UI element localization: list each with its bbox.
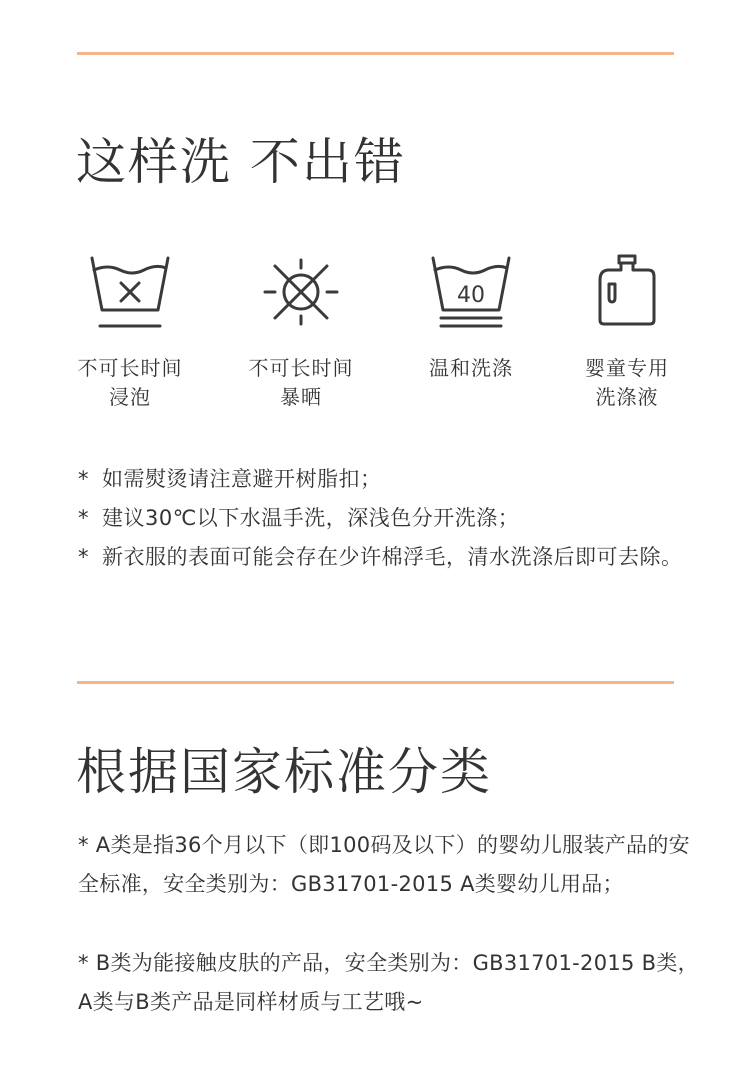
wash-temperature: 40	[457, 283, 485, 308]
care-item-no-sun	[216, 254, 386, 412]
care-item-gentle-wash	[386, 254, 556, 383]
wash-note: * 新衣服的表面可能会存在少许棉浮毛，清水洗涤后即可去除。	[78, 545, 683, 569]
wash-40-icon	[429, 254, 513, 330]
care-item-no-soak	[45, 254, 215, 412]
wash-note: * 建议30℃以下水温手洗，深浅色分开洗涤；	[78, 506, 520, 530]
standard-class-a-text: * A类是指36个月以下（即100码及以下）的婴幼儿服装产品的安全标准，安全类别为：GB31701-2015 A类婴幼儿用品；	[78, 833, 690, 896]
care-item-detergent	[542, 254, 712, 412]
detergent-bottle-icon	[585, 254, 669, 330]
standard-section-title: 根据国家标准分类	[76, 743, 492, 801]
care-label-no-soak: 不可长时间 浸泡	[77, 356, 183, 409]
wash-section-title: 这样洗 不出错	[76, 133, 406, 191]
no-soak-icon	[88, 254, 172, 330]
care-label-no-sun: 不可长时间 暴晒	[248, 356, 354, 409]
no-sun-exposure-icon	[259, 254, 343, 330]
top-divider	[77, 52, 674, 55]
care-label-gentle-wash: 温和洗涤	[429, 356, 513, 380]
care-icons-row	[0, 254, 750, 414]
wash-note: * 如需熨烫请注意避开树脂扣；	[78, 467, 382, 491]
section-divider	[77, 681, 674, 684]
standard-class-b-text: * B类为能接触皮肤的产品，安全类别为：GB31701-2015 B类，A类与B类产品是同样材质与工艺哦~	[78, 951, 699, 1014]
care-label-detergent: 婴童专用 洗涤液	[585, 356, 669, 409]
wash-notes-list	[78, 460, 698, 577]
